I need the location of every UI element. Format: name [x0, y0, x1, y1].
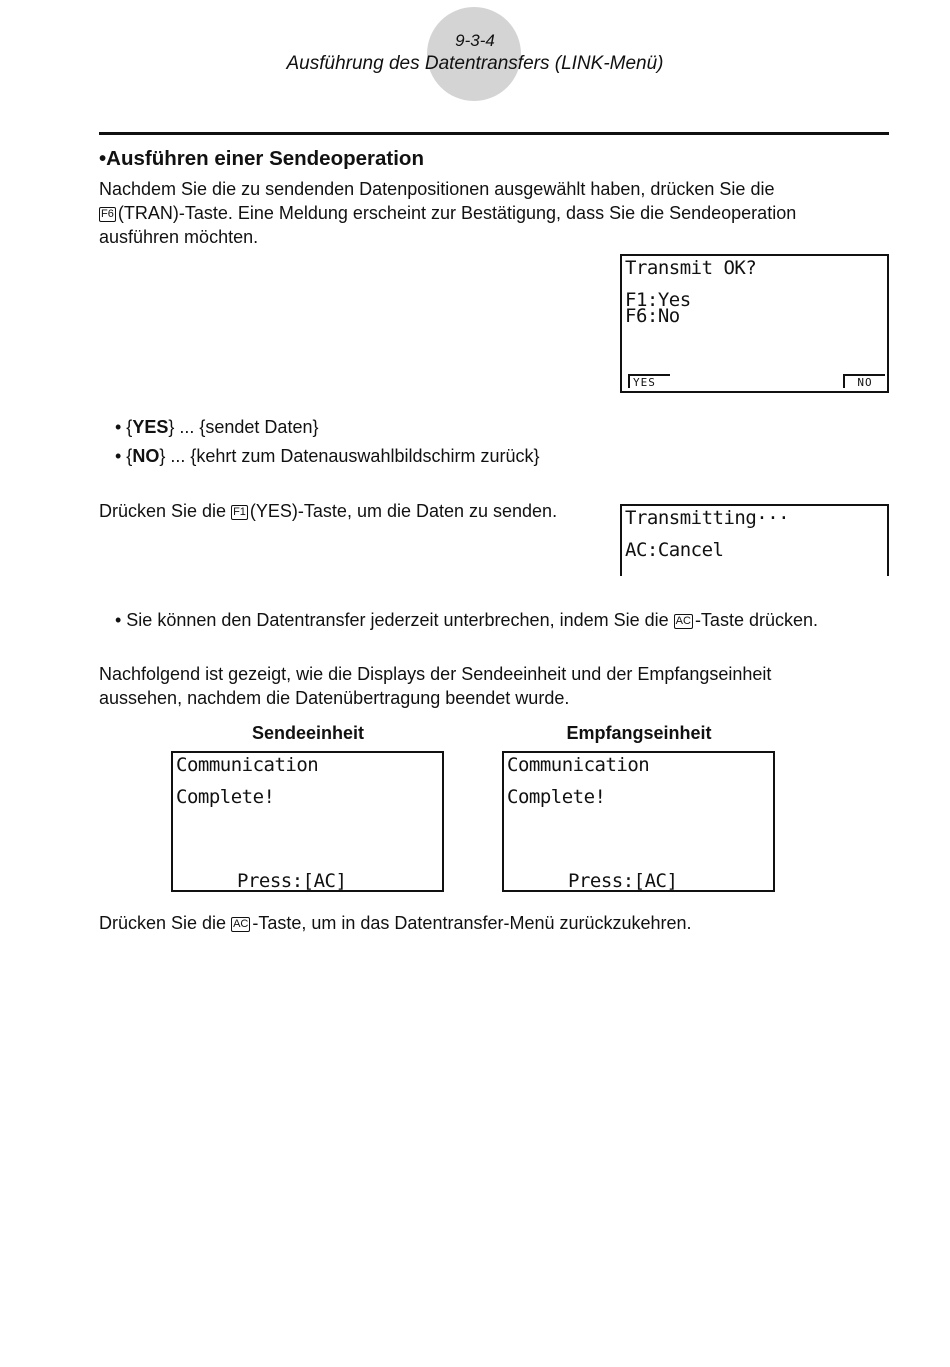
option-yes: • {YES} ... {sendet Daten} — [115, 417, 319, 437]
send-instruction: Drücken Sie die F1 (YES)-Taste, um die Daten zu senden. — [99, 501, 558, 521]
section-divider — [99, 132, 889, 135]
section-heading: •Ausführen einer Sendeoperation — [99, 147, 424, 170]
softkey-no: NO — [843, 374, 885, 388]
lcd-line: Communication — [176, 754, 319, 776]
result-paragraph: Nachfolgend ist gezeigt, wie die Displays der Sendeeinheit und der Empfangseinheit aussehen, nachdem die Datenübertragung beendet wurde. — [99, 664, 772, 708]
intro-line: F6 (TRAN)-Taste. Eine Meldung erscheint zur Bestätigung, dass Sie die Sendeoperation — [101, 203, 797, 223]
lcd-line: Transmit OK? — [625, 257, 757, 279]
lcd-line: AC:Cancel — [625, 539, 724, 561]
lcd-line: F6:No — [625, 305, 680, 327]
lcd-line: Press:[AC] — [568, 870, 678, 892]
lcd-line: Press:[AC] — [237, 870, 347, 892]
softkey-yes: YES — [628, 374, 670, 388]
f1-key-icon: F1 — [233, 506, 246, 518]
page-number: 9-3-4 — [455, 31, 495, 50]
lcd-line: F1:Yes — [625, 289, 691, 311]
option-no: • {NO} ... {kehrt zum Datenauswahlbildschirm zurück} — [115, 446, 540, 466]
sender-caption: Sendeeinheit — [251, 723, 365, 743]
intro-line: ausführen möchten. — [99, 227, 259, 247]
lcd-line: Complete! — [507, 786, 606, 808]
final-instruction: Drücken Sie die AC -Taste, um in das Datentransfer-Menü zurückzukehren. — [99, 913, 692, 933]
lcd-line: Communication — [507, 754, 650, 776]
receiver-caption: Empfangseinheit — [566, 723, 712, 743]
ac-key-icon: AC — [675, 615, 691, 627]
page-header-title: Ausführung des Datentransfers (LINK-Menü) — [286, 53, 664, 74]
lcd-line: Transmitting··· — [625, 507, 790, 529]
calculator-screen-transmit-confirm — [620, 254, 889, 393]
intro-paragraph — [99, 177, 859, 249]
interrupt-note: • Sie können den Datentransfer jederzeit unterbrechen, indem Sie die AC -Taste drücken. — [115, 610, 818, 630]
calculator-screen-sender — [171, 751, 444, 892]
intro-line: Nachdem Sie die zu sendenden Datenpositionen ausgewählt haben, drücken Sie die — [99, 179, 775, 199]
ac-key-icon: AC — [233, 918, 249, 930]
calculator-screen-receiver — [502, 751, 775, 892]
f6-key-icon: F6 — [101, 208, 114, 220]
lcd-line: Complete! — [176, 786, 275, 808]
calculator-screen-transmitting — [620, 504, 889, 576]
